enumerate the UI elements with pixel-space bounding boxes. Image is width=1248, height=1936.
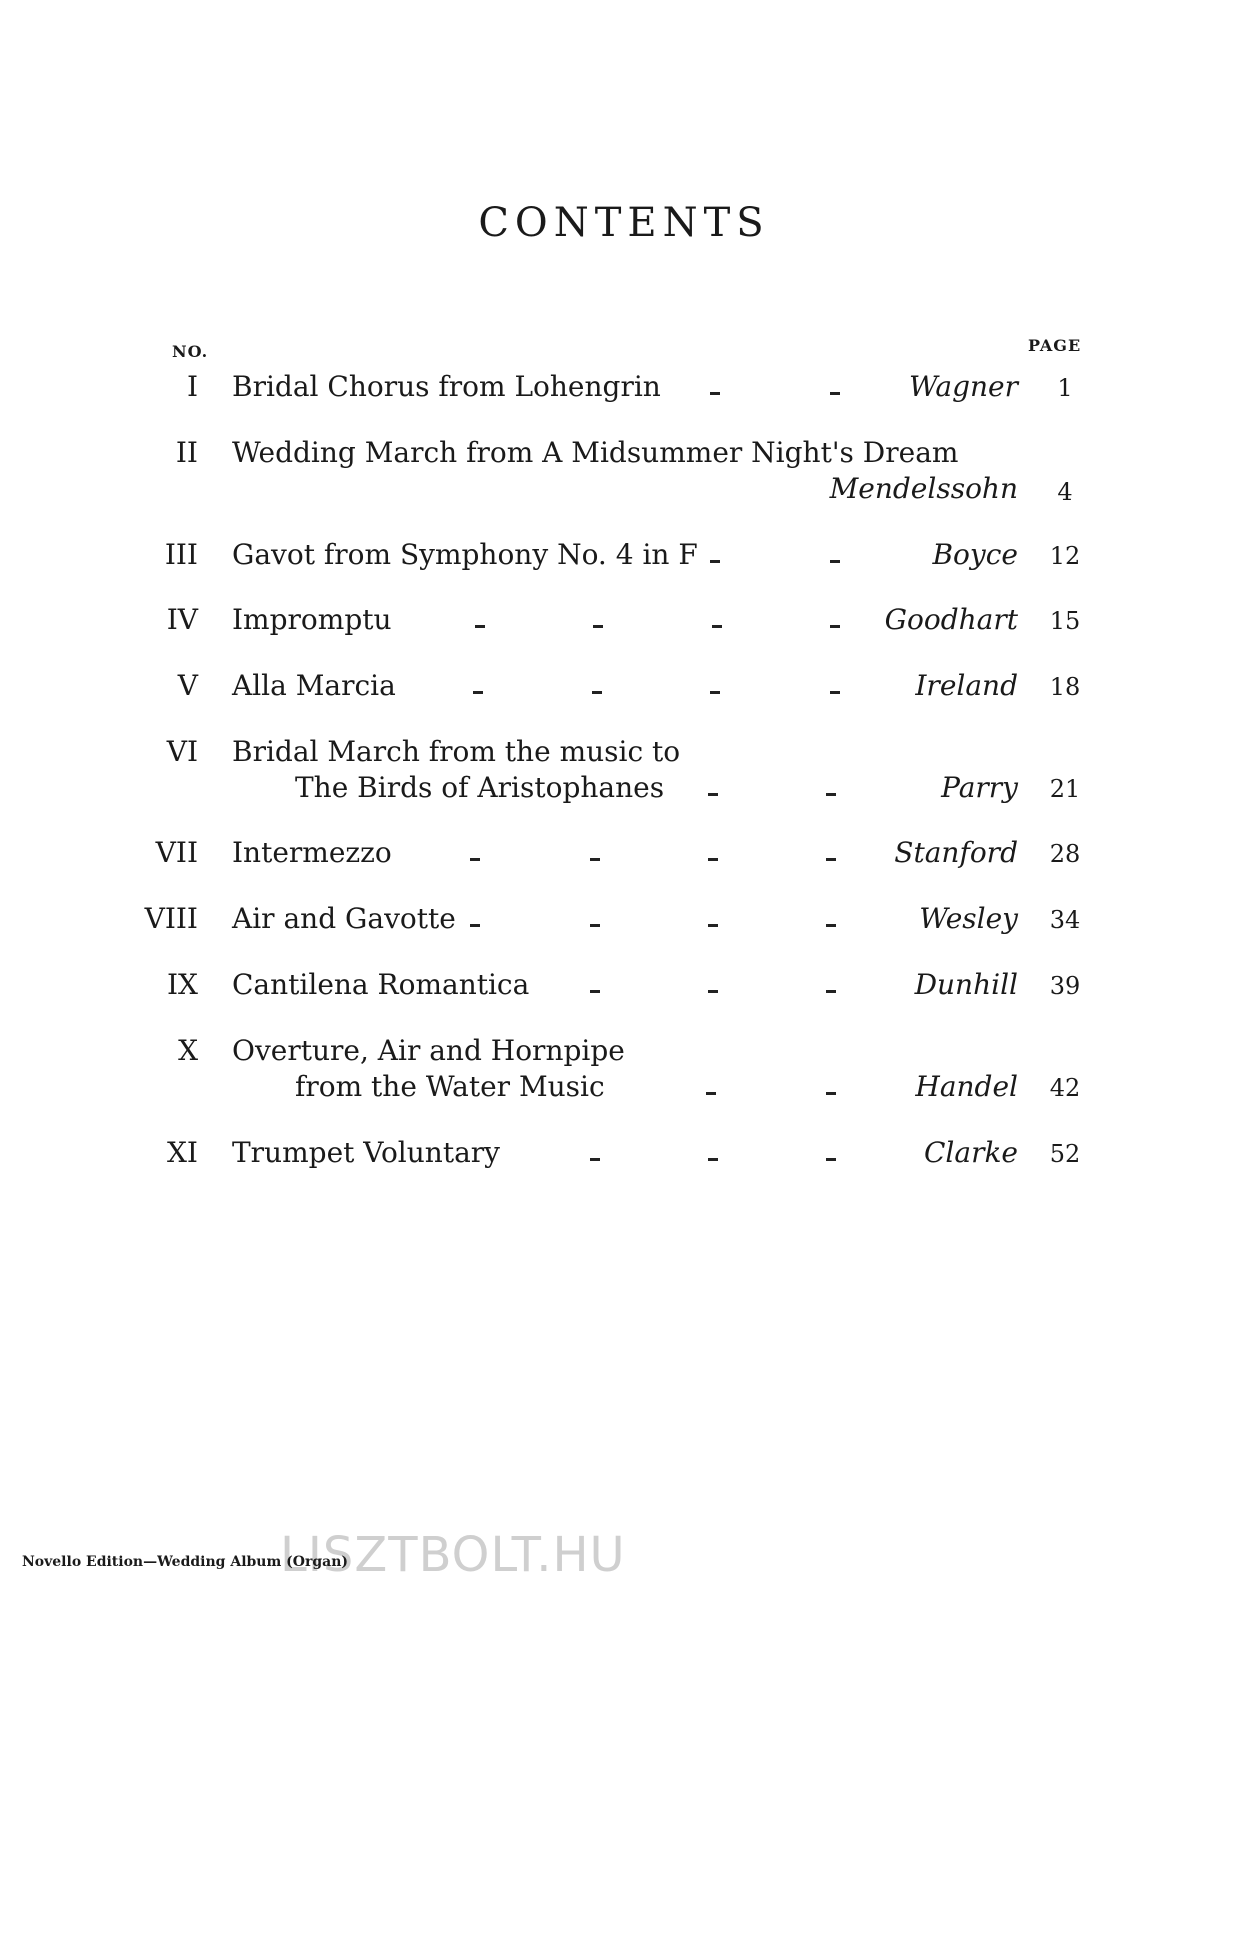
contents-entry (0, 836, 1248, 876)
entry-page: 21 (1049, 775, 1081, 803)
entry-page: 1 (1057, 374, 1073, 402)
number-column-header: NO. (172, 342, 209, 361)
entry-number: V (177, 669, 198, 702)
leader-dash (590, 858, 600, 861)
leader-dash (470, 924, 480, 927)
page-title: CONTENTS (478, 200, 770, 246)
contents-entry (0, 902, 1248, 942)
leader-dash (590, 924, 600, 927)
entry-composer: Boyce (932, 538, 1018, 571)
entry-number: IX (167, 968, 198, 1001)
entry-title: Gavot from Symphony No. 4 in F (232, 538, 698, 571)
entry-composer: Handel (915, 1070, 1018, 1103)
watermark: LISZTBOLT.HU (280, 1527, 626, 1583)
entry-composer: Ireland (915, 669, 1018, 702)
entry-number: III (164, 538, 198, 571)
entry-title-continued: from the Water Music (295, 1070, 605, 1103)
leader-dash (473, 691, 483, 694)
page-column-header: PAGE (1028, 336, 1082, 355)
entry-page: 18 (1049, 673, 1081, 701)
leader-dash (826, 990, 836, 993)
entry-composer: Stanford (894, 836, 1018, 869)
entry-title: Wedding March from A Midsummer Night's Dream (232, 436, 959, 469)
leader-dash (708, 1158, 718, 1161)
leader-dash (826, 1158, 836, 1161)
entry-composer: Parry (941, 771, 1018, 804)
contents-entry (0, 968, 1248, 1008)
entry-composer: Mendelssohn (829, 472, 1018, 505)
entry-page: 15 (1049, 607, 1081, 635)
entry-composer: Wesley (919, 902, 1018, 935)
leader-dash (830, 691, 840, 694)
contents-entry (0, 603, 1248, 643)
leader-dash (830, 392, 840, 395)
entry-title: Alla Marcia (232, 669, 396, 702)
leader-dash (830, 625, 840, 628)
entry-page: 34 (1049, 906, 1081, 934)
entry-title: Impromptu (232, 603, 392, 636)
entry-page: 12 (1049, 542, 1081, 570)
entry-title: Bridal March from the music to (232, 735, 681, 768)
entry-number: II (175, 436, 198, 469)
entry-title: Overture, Air and Hornpipe (232, 1034, 625, 1067)
entry-title: Cantilena Romantica (232, 968, 530, 1001)
contents-entry (0, 1034, 1248, 1103)
entry-page: 4 (1057, 478, 1073, 506)
entry-page: 52 (1049, 1140, 1081, 1168)
entry-page: 28 (1049, 840, 1081, 868)
leader-dash (712, 625, 722, 628)
leader-dash (710, 560, 720, 563)
entry-number: XI (167, 1136, 198, 1169)
leader-dash (826, 793, 836, 796)
leader-dash (830, 560, 840, 563)
entry-composer: Goodhart (884, 603, 1018, 636)
leader-dash (590, 990, 600, 993)
leader-dash (826, 924, 836, 927)
leader-dash (592, 691, 602, 694)
entry-title-continued: The Birds of Aristophanes (295, 771, 665, 804)
leader-dash (710, 392, 720, 395)
entry-page: 39 (1049, 972, 1081, 1000)
entry-composer: Clarke (924, 1136, 1018, 1169)
entry-composer: Wagner (909, 370, 1018, 403)
entry-number: VI (166, 735, 198, 768)
leader-dash (826, 858, 836, 861)
entry-title: Trumpet Voluntary (232, 1136, 500, 1169)
entry-page: 42 (1049, 1074, 1081, 1102)
contents-entry (0, 436, 1248, 506)
contents-entry (0, 370, 1248, 410)
leader-dash (826, 1092, 836, 1095)
leader-dash (708, 858, 718, 861)
entry-number: VII (155, 836, 198, 869)
leader-dash (470, 858, 480, 861)
entry-title: Bridal Chorus from Lohengrin (232, 370, 661, 403)
entry-title: Intermezzo (232, 836, 392, 869)
footer-edition-note: Novello Edition—Wedding Album (Organ) (22, 1554, 349, 1570)
leader-dash (710, 691, 720, 694)
contents-entry (0, 735, 1248, 804)
entry-number: VIII (144, 902, 198, 935)
contents-entry (0, 538, 1248, 578)
entry-number: X (178, 1034, 198, 1067)
contents-entry (0, 1136, 1248, 1176)
leader-dash (590, 1158, 600, 1161)
leader-dash (708, 924, 718, 927)
entry-title: Air and Gavotte (232, 902, 456, 935)
entry-number: IV (166, 603, 198, 636)
contents-entry (0, 669, 1248, 709)
leader-dash (475, 625, 485, 628)
leader-dash (708, 990, 718, 993)
entry-composer: Dunhill (914, 968, 1018, 1001)
leader-dash (593, 625, 603, 628)
leader-dash (706, 1092, 716, 1095)
leader-dash (708, 793, 718, 796)
entry-number: I (186, 370, 198, 403)
